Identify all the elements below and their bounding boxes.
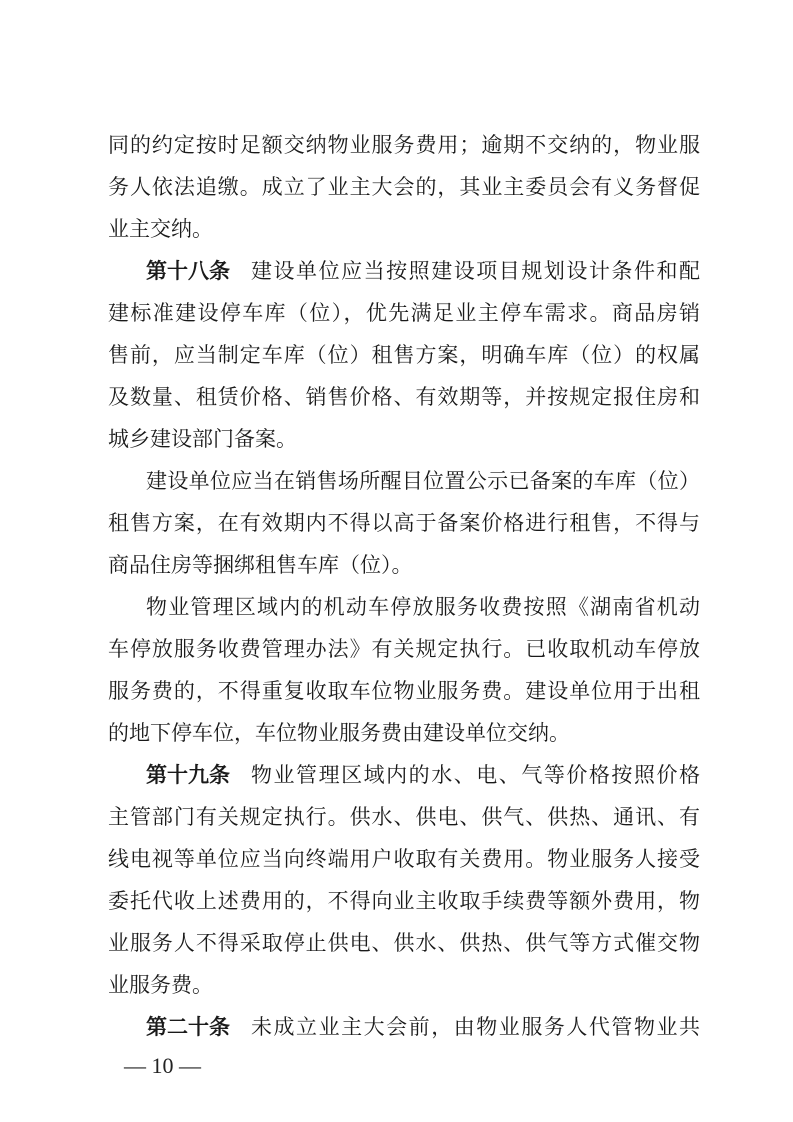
text-line [108, 838, 700, 880]
line-text: 服务费的，不得重复收取车位物业服务费。建设单位用于出租 [108, 679, 700, 703]
line-text: 未成立业主大会前，由物业服务人代管物业共 [251, 1015, 700, 1039]
text-line [108, 502, 700, 544]
paragraph [108, 124, 700, 250]
line-text: 售前，应当制定车库（位）租售方案，明确车库（位）的权属 [108, 343, 700, 367]
text-line [108, 544, 700, 586]
line-text: 的地下停车位，车位物业服务费由建设单位交纳。 [108, 721, 570, 745]
line-text: 主管部门有关规定执行。供水、供电、供气、供热、通讯、有 [108, 805, 700, 829]
text-line [108, 166, 700, 208]
text-line [108, 922, 700, 964]
text-line [108, 586, 700, 628]
text-line [108, 250, 700, 292]
line-text: 业服务费。 [108, 973, 213, 997]
line-text: 同的约定按时足额交纳物业服务费用；逾期不交纳的，物业服 [108, 133, 700, 157]
text-line [108, 334, 700, 376]
line-text: 建设单位应当在销售场所醒目位置公示已备案的车库（位） [146, 469, 700, 493]
article-number: 第十八条 [146, 259, 230, 283]
text-line [108, 880, 700, 922]
article-paragraph [108, 1006, 700, 1048]
line-text: 建标准建设停车库（位），优先满足业主停车需求。商品房销 [108, 301, 700, 325]
line-text: 及数量、租赁价格、销售价格、有效期等，并按规定报住房和 [108, 385, 700, 409]
page-number: — 10 — [124, 1053, 201, 1078]
text-line [108, 208, 700, 250]
paragraph [108, 586, 700, 754]
line-text: 租售方案，在有效期内不得以高于备案价格进行租售，不得与 [108, 511, 700, 535]
line-text: 商品住房等捆绑租售车库（位）。 [108, 553, 413, 577]
text-line [108, 964, 700, 1006]
text-line [108, 418, 700, 460]
page-content [108, 124, 700, 1080]
line-text: 线电视等单位应当向终端用户收取有关费用。物业服务人接受 [108, 847, 700, 871]
line-text: 业主交纳。 [108, 217, 213, 241]
line-text: 物业管理区域内的水、电、气等价格按照价格 [251, 763, 700, 787]
text-line [108, 376, 700, 418]
text-line [108, 628, 700, 670]
line-text: 车停放服务收费管理办法》有关规定执行。已收取机动车停放 [108, 637, 700, 661]
article-paragraph [108, 754, 700, 1006]
text-line [108, 460, 700, 502]
text-line [108, 754, 700, 796]
line-text: 委托代收上述费用的，不得向业主收取手续费等额外费用，物 [108, 889, 700, 913]
line-text: 城乡建设部门备案。 [108, 427, 297, 451]
text-line [108, 292, 700, 334]
text-line [108, 670, 700, 712]
line-text: 业服务人不得采取停止供电、供水、供热、供气等方式催交物 [108, 931, 700, 955]
line-text: 建设单位应当按照建设项目规划设计条件和配 [251, 259, 700, 283]
text-line [108, 1006, 700, 1048]
text-line [108, 796, 700, 838]
text-line [108, 124, 700, 166]
text-line [108, 712, 700, 754]
paragraph [108, 460, 700, 586]
article-number: 第十九条 [146, 763, 230, 787]
article-number: 第二十条 [146, 1015, 230, 1039]
line-text: 务人依法追缴。成立了业主大会的，其业主委员会有义务督促 [108, 175, 700, 199]
line-text: 物业管理区域内的机动车停放服务收费按照《湖南省机动 [146, 595, 700, 619]
document-body [108, 124, 700, 1048]
article-paragraph [108, 250, 700, 460]
